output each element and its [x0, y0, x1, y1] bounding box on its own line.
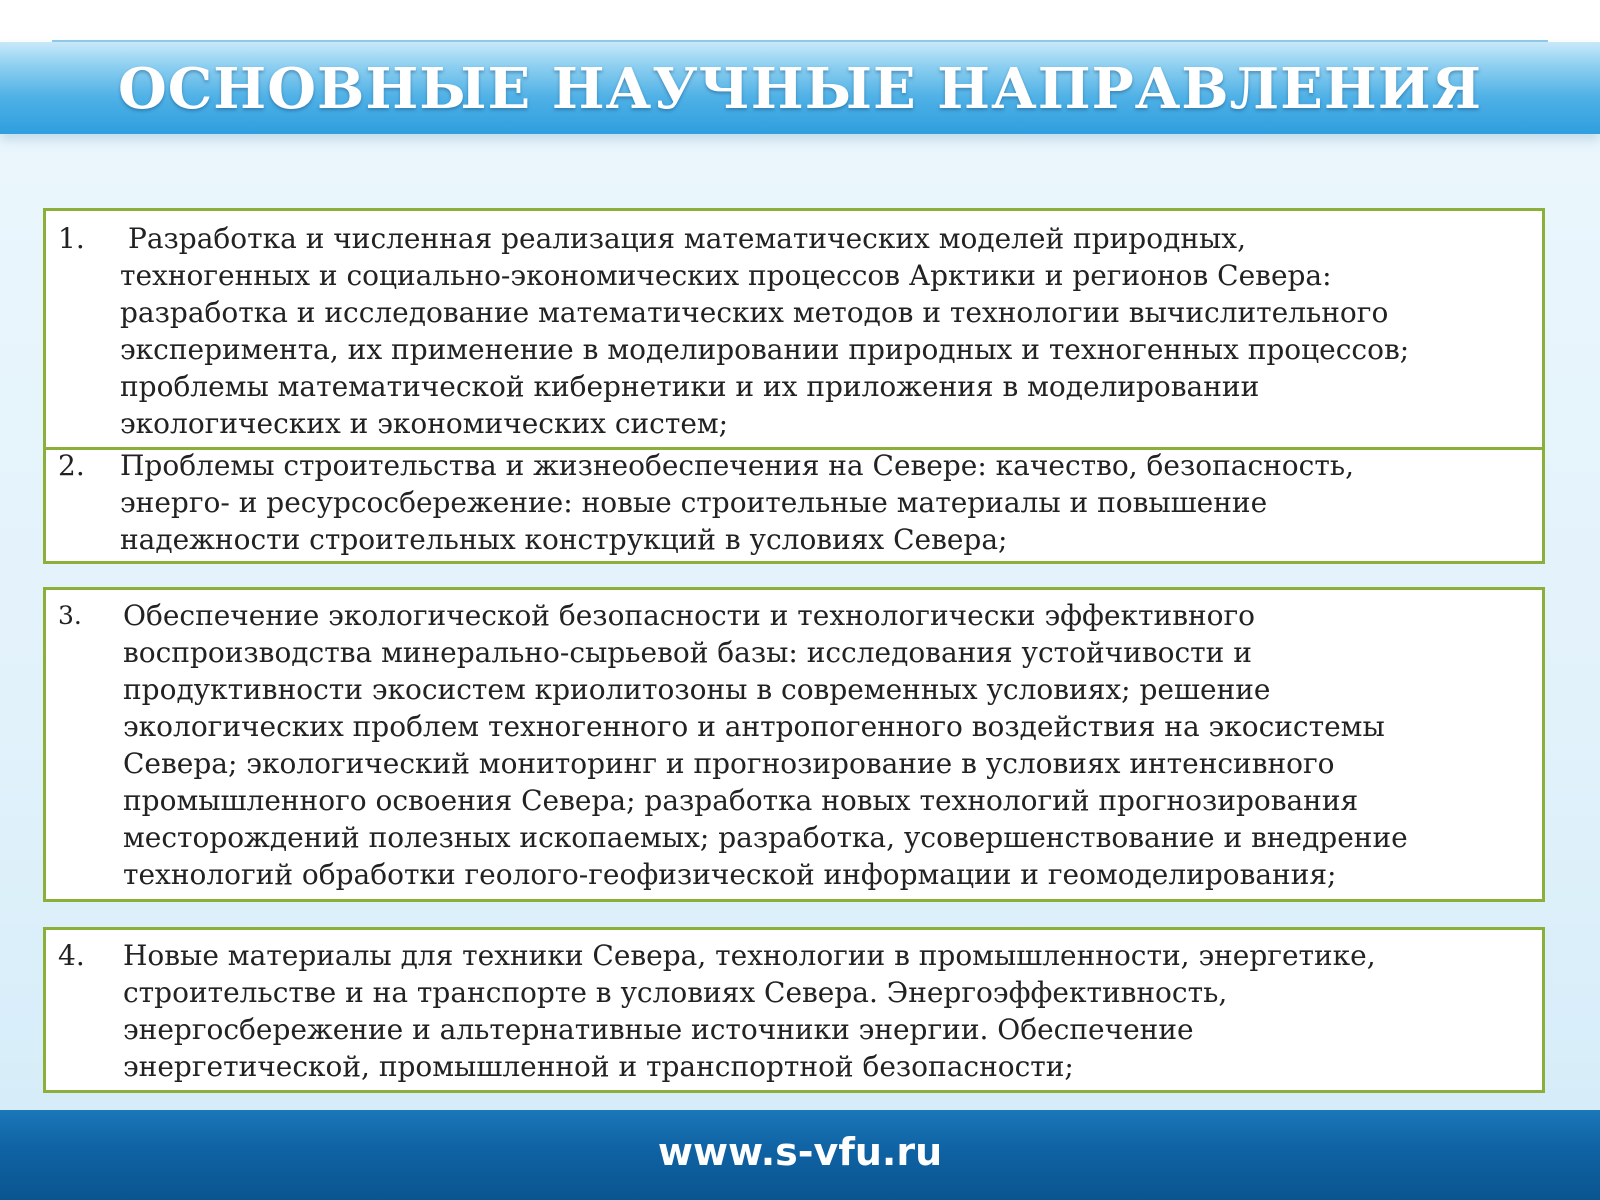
item-text-4: Новые материалы для техники Севера, технологии в промышленности, энергетике, строительстве и на транспорте в условиях Севера. Энергоэффективность, энергосбережение и альтернативные источники энергии. Обеспечение энергетической, промышленной и транспортной безопасности; [123, 939, 1376, 1083]
item-text-3: Обеспечение экологической безопасности и технологически эффективного воспроизводства минерально-сырьевой базы: исследования устойчивости и продуктивности экосистем криолитозоны в современных условиях; решение экологических проблем техногенного и антропогенного воздействия на экосистемы Севера; экологический мониторинг и прогнозирование в условиях интенсивного промышленного освоения Севера; разработка новых технологий прогнозирования месторождений полезных ископаемых; разработка, усовершенствование и внедрение технологий обработки геолого-геофизической информации и геомоделирования; [123, 599, 1408, 891]
footer-url-link[interactable]: www.s-vfu.ru [657, 1130, 943, 1174]
item-text-1: Разработка и численная реализация математических моделей природных, техногенных и социально-экономических процессов Арктики и регионов Севера: разработка и исследование математических методов и технологии вычислительного эксперимента, их применение в моделировании природных и техногенных процессов; проблемы математической кибернетики и их приложения в моделировании экологических и экономических систем; [120, 222, 1410, 440]
item-number-1: 1. [58, 222, 85, 255]
page-title: ОСНОВНЫЕ НАУЧНЫЕ НАПРАВЛЕНИЯ [117, 56, 1483, 122]
item-number-4: 4. [58, 939, 85, 972]
item-number-2: 2. [58, 449, 85, 482]
item-number-3: 3. [58, 601, 82, 630]
item-text-2: Проблемы строительства и жизнеобеспечения на Севере: качество, безопасность, энерго- и ресурсосбережение: новые строительные материалы и повышение надежности строительных конструкций в условиях Севера; [120, 449, 1354, 556]
